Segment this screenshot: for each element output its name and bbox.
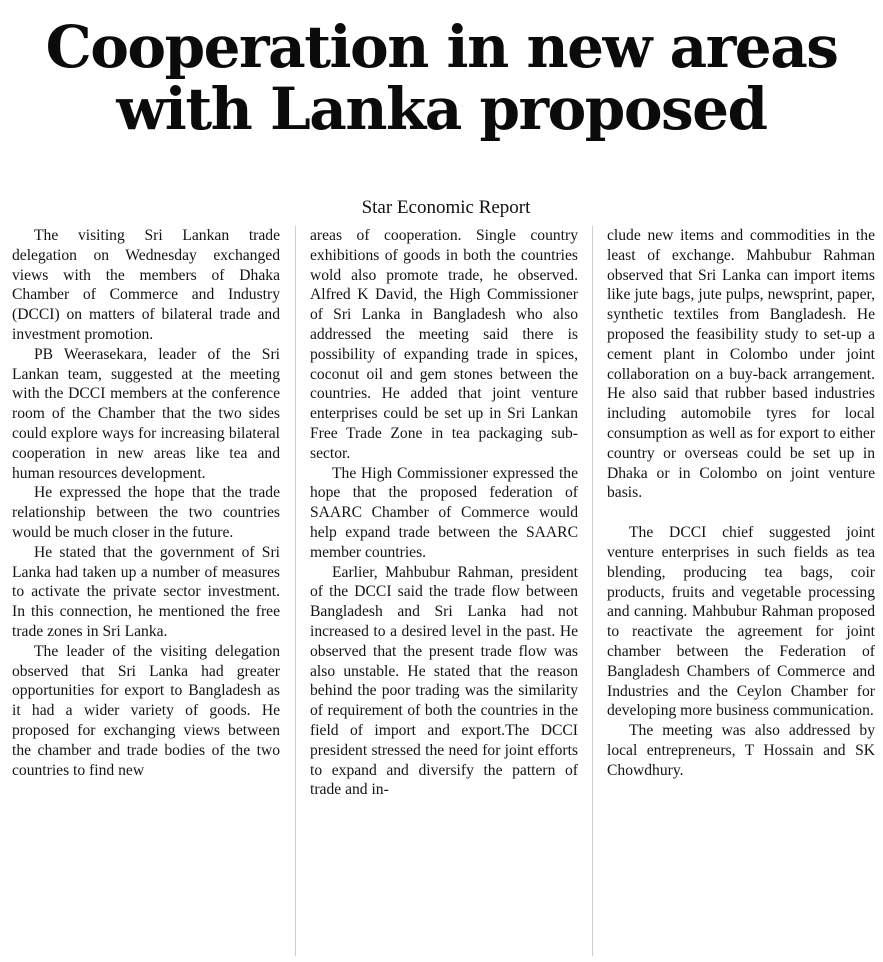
paragraph: Earlier, Mahbubur Rahman, president of the DCCI said the trade flow between Bangladesh and Sri Lanka had not increased to a desired level in the past. He observed that the present trade flow was also unstable. He stated that the reason behind the poor trading was the similarity of requirement of both the countries in the field of import and export.The DCCI president stressed the need for joint efforts to expand and diversify the pattern of trade and in- <box>310 563 578 799</box>
article-column-1 <box>12 226 280 962</box>
headline-line-1: Cooperation in new areas <box>45 13 838 81</box>
paragraph: He stated that the government of Sri Lanka had taken up a number of measures to activate the private sector investment. In this connection, he mentioned the free trade zones in Sri Lanka. <box>12 543 280 640</box>
paragraph: clude new items and commodities in the least of exchange. Mahbubur Rahman observed that Sri Lanka can import items like jute bags, jute pulps, newsprint, paper, synthetic textiles from Bangladesh. He proposed the feasibility study to set-up a cement plant in Colombo under joint collaboration on a buy-back arrangement. He also said that rubber based industries including automobile tyres for local consumption as well as for export to either country or overseas could be set up in Dhaka or in Colombo on joint venture basis. <box>607 227 875 502</box>
column-divider <box>592 226 593 956</box>
paragraph: PB Weerasekara, leader of the Sri Lankan team, suggested at the meeting with the DCCI members at the conference room of the Chamber that the two sides could explore ways for increasing bilateral cooperation in new areas like tea and human resources development. <box>12 345 280 482</box>
paragraph: The visiting Sri Lankan trade delegation on Wednesday exchanged views with the members of Dhaka Chamber of Commerce and Industry (DCCI) on matters of bilateral trade and investment promotion. <box>12 227 280 343</box>
paragraph: The DCCI chief suggested joint venture enterprises in such fields as tea blending, producing tea bags, coir products, fruits and vegetable processing and canning. Mahbubur Rahman proposed to reactivate the agreement for joint chamber between the Federation of Bangladesh Chambers of Commerce and Industries and the Ceylon Chamber for developing more business communication. <box>607 524 875 720</box>
paragraph: The leader of the visiting delegation observed that Sri Lanka had greater opportunities for export to Bangladesh as it had a wider variety of goods. He proposed for exchanging views between the chamber and trade bodies of the two countries to find new <box>12 642 280 779</box>
column-divider <box>295 226 296 956</box>
paragraph: areas of cooperation. Single country exhibitions of goods in both the countries wold also promote trade, he observed. Alfred K David, the High Commissioner of Sri Lanka in Bangladesh who also addressed the meeting said there is possibility of expanding trade in spices, coconut oil and gem stones between the countries. He added that joint venture enterprises could be set up in Sri Lankan Free Trade Zone in tea packaging sub-sector. <box>310 227 578 462</box>
paragraph: The meeting was also addressed by local entrepreneurs, T Hossain and SK Chowdhury. <box>607 722 875 779</box>
paragraph: He expressed the hope that the trade relationship between the two countries would be much closer in the future. <box>12 484 280 541</box>
article-column-2 <box>310 226 578 962</box>
headline-line-2: with Lanka proposed <box>116 75 767 143</box>
article-column-3 <box>607 226 875 962</box>
paragraph: The High Commissioner expressed the hope that the proposed federation of SAARC Chamber of Commerce would help expand trade between the SAARC member countries. <box>310 464 578 561</box>
headline <box>8 13 875 143</box>
byline: Star Economic Report <box>361 197 531 218</box>
